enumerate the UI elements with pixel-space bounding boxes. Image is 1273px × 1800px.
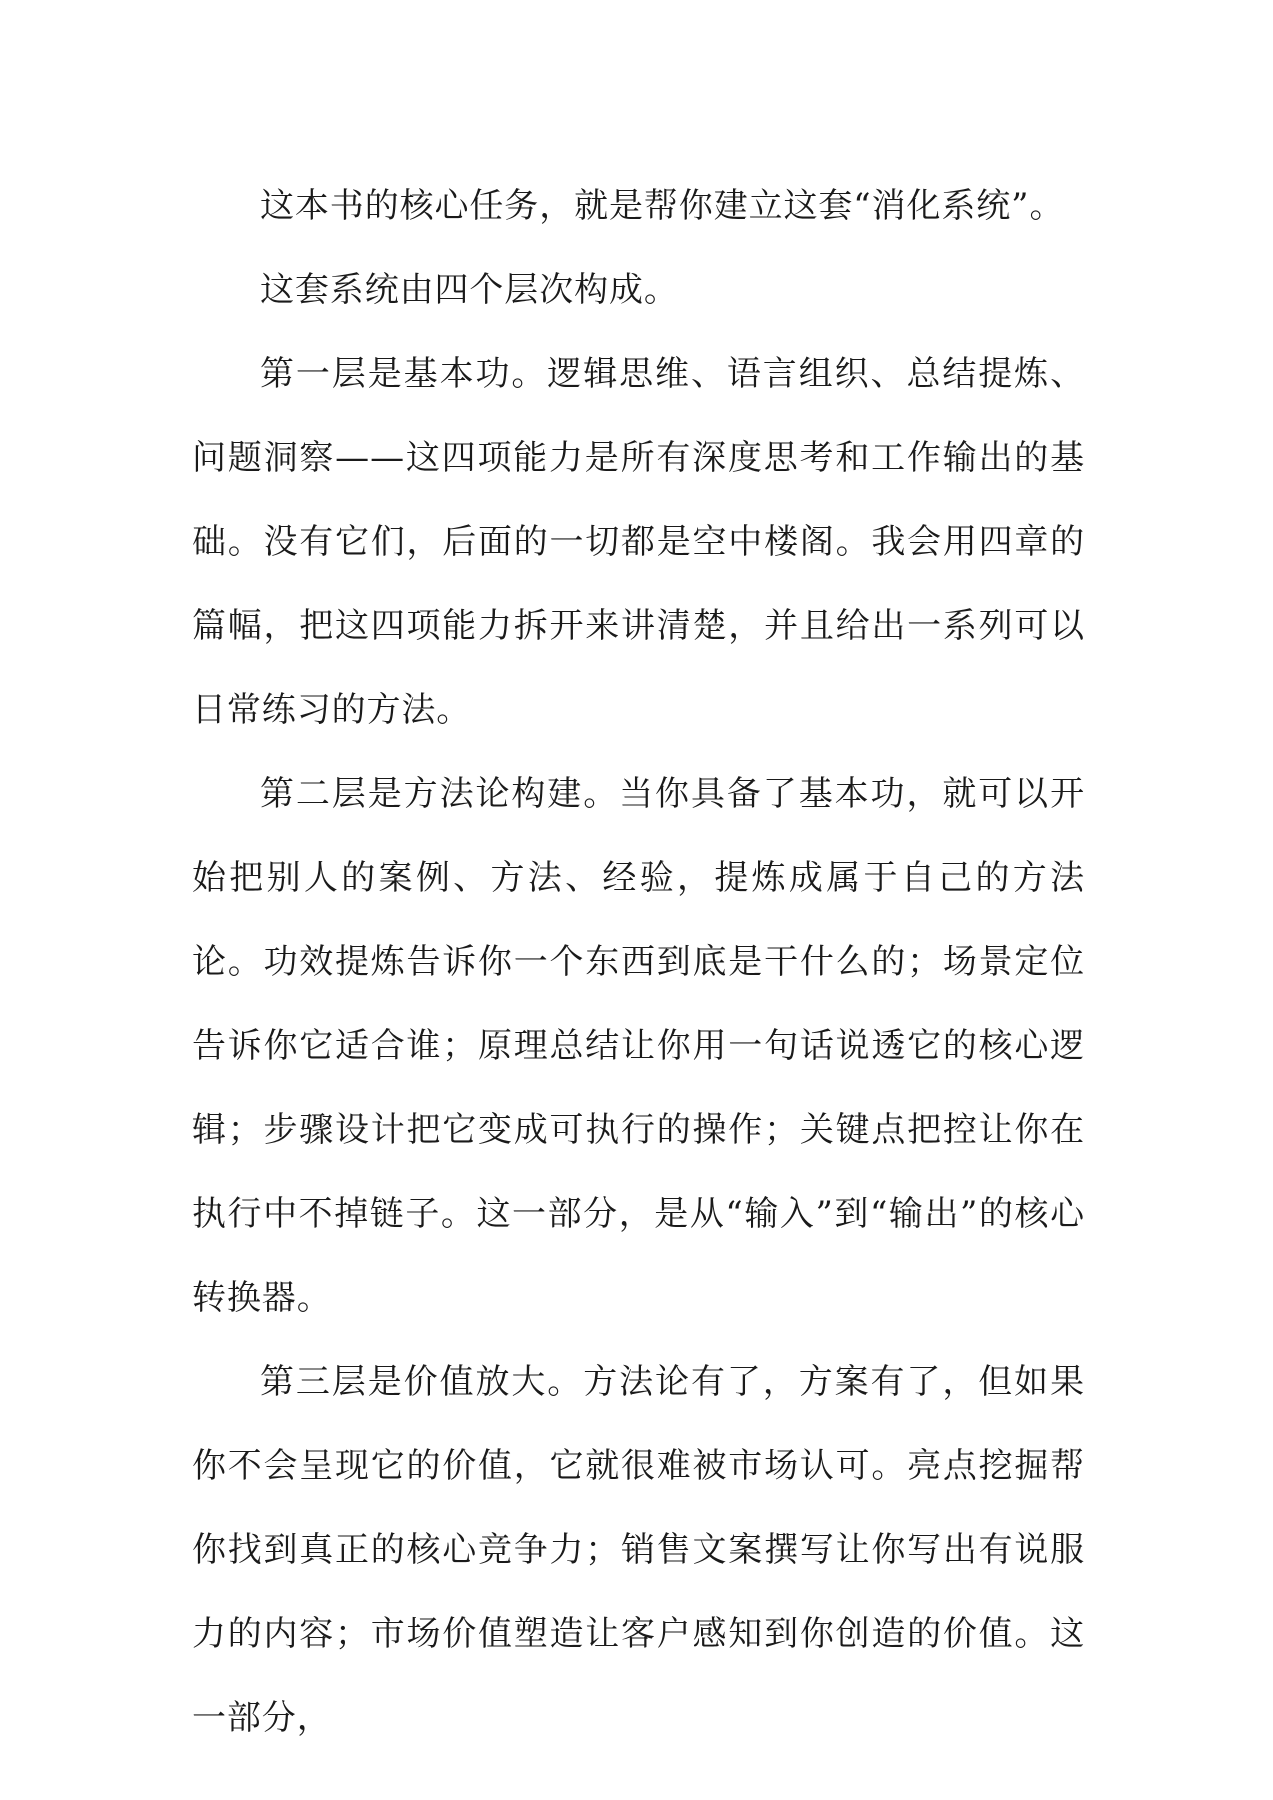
paragraph-layer-three: 第三层是价值放大。方法论有了，方案有了，但如果你不会呈现它的价值，它就很难被市场认可。亮点挖掘帮你找到真正的核心竞争力；销售文案撰写让你写出有说服力的内容；市场价值塑造让客户感知到你创造的价值。这一部分， — [192, 1362, 1085, 1738]
body-text — [192, 164, 1085, 1760]
paragraph-layer-one: 第一层是基本功。逻辑思维、语言组织、总结提炼、问题洞察——这四项能力是所有深度思考和工作输出的基础。没有它们，后面的一切都是空中楼阁。我会用四章的篇幅，把这四项能力拆开来讲清楚，并且给出一系列可以日常练习的方法。 — [192, 354, 1085, 730]
paragraph-intro: 这本书的核心任务，就是帮你建立这套“消化系统”。 — [260, 186, 1065, 226]
paragraph-structure: 这套系统由四个层次构成。 — [260, 270, 679, 310]
paragraph-layer-two: 第二层是方法论构建。当你具备了基本功，就可以开始把别人的案例、方法、经验，提炼成属于自己的方法论。功效提炼告诉你一个东西到底是干什么的；场景定位告诉你它适合谁；原理总结让你用一句话说透它的核心逻辑；步骤设计把它变成可执行的操作；关键点把控让你在执行中不掉链子。这一部分，是从“输入”到“输出”的核心转换器。 — [192, 774, 1085, 1318]
